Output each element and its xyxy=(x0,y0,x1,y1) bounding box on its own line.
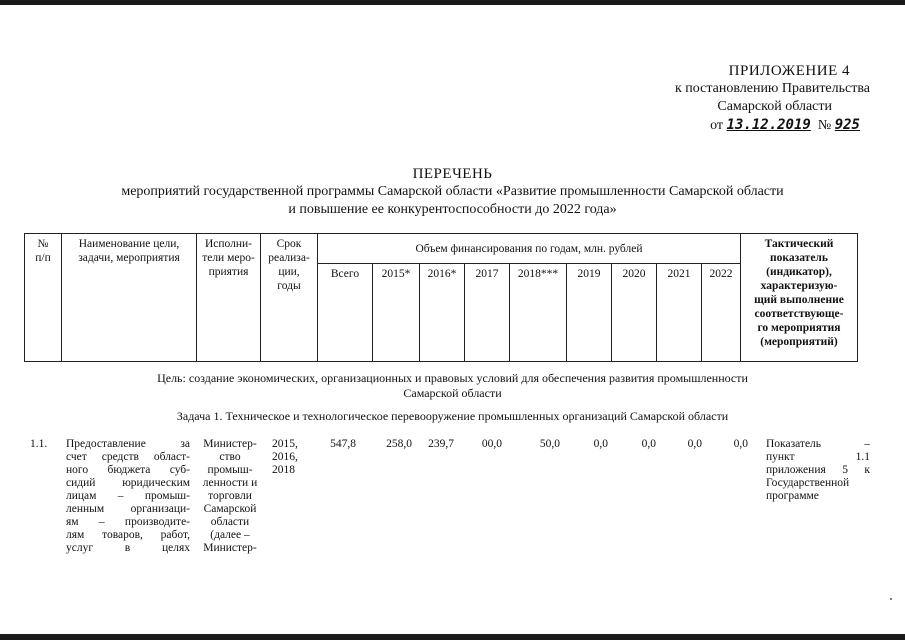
row-number: 1.1. xyxy=(30,438,48,450)
year-header: 2022 xyxy=(702,264,741,362)
date-prefix: от xyxy=(710,118,724,133)
document-title: ПЕРЕЧЕНЬ xyxy=(412,166,493,182)
date-value: 13.12.2019 xyxy=(726,117,811,133)
value-2016: 239,7 xyxy=(428,438,454,450)
appendix-line2: Самарской области xyxy=(717,99,832,114)
goal-line-1: Цель: создание экономических, организационных и правовых условий для обеспечения развития промышленности xyxy=(157,371,748,385)
col-indicator-header: Тактический показатель (индикатор), характеризую- щий выполнение соответствующе- го мероприятия (мероприятий) xyxy=(741,234,858,362)
document-subtitle-1: мероприятий государственной программы Самарской области «Развитие промышленности Самарской области xyxy=(121,184,784,199)
value-2017: 00,0 xyxy=(481,438,502,450)
value-2015: 258,0 xyxy=(386,438,412,450)
col-financing-header: Объем финансирования по годам, млн. рублей xyxy=(318,234,741,264)
scan-top-border xyxy=(0,0,905,5)
year-header: 2017 xyxy=(465,264,510,362)
number-value: 925 xyxy=(834,117,860,133)
year-header: 2015* xyxy=(373,264,420,362)
year-header: 2019 xyxy=(567,264,612,362)
col-executors-header: Исполни- тели меро- приятия xyxy=(197,234,261,362)
value-total: 547,8 xyxy=(330,438,356,450)
document-subtitle-2: и повышение ее конкурентоспособности до 2022 года» xyxy=(288,202,617,217)
table-header xyxy=(24,233,858,362)
row-indicator: Показатель – пункт 1.1 приложения 5 к Государственной программе xyxy=(766,438,870,502)
value-2018: 50,0 xyxy=(539,438,560,450)
value-2022: 0,0 xyxy=(733,438,748,450)
appendix-line1: к постановлению Правительства xyxy=(674,81,870,96)
row-term: 2015, 2016, 2018 xyxy=(272,438,298,476)
col-num-header: № п/п xyxy=(25,234,62,362)
value-2019: 0,0 xyxy=(593,438,608,450)
scan-speck xyxy=(890,598,892,600)
year-header: 2018*** xyxy=(510,264,567,362)
appendix-block xyxy=(630,62,870,135)
year-header: 2021 xyxy=(657,264,702,362)
year-header: Всего xyxy=(318,264,373,362)
appendix-title: ПРИЛОЖЕНИЕ 4 xyxy=(728,63,850,79)
row-name: Предоставление за счет средств област- ного бюджета суб- сидий юридическим лицам – промыш- ленным организаци- ям – производите- лям товаров, работ, услуг в целях xyxy=(66,438,190,554)
year-header: 2016* xyxy=(420,264,465,362)
goal-line-2: Самарской области xyxy=(403,386,502,400)
value-2020: 0,0 xyxy=(641,438,656,450)
row-executor: Министер- ство промыш- ленности и торговли Самарской области (далее – Министер- xyxy=(202,438,258,554)
year-header: 2020 xyxy=(612,264,657,362)
number-prefix: № xyxy=(817,118,832,133)
value-2021: 0,0 xyxy=(687,438,702,450)
scan-bottom-border xyxy=(0,634,905,640)
appendix-date-line xyxy=(630,116,870,135)
task-line: Задача 1. Техническое и технологическое перевооружение промышленных организаций Самарской области xyxy=(176,409,729,423)
col-name-header: Наименование цели, задачи, мероприятия xyxy=(62,234,197,362)
col-term-header: Срок реализа- ции, годы xyxy=(261,234,318,362)
